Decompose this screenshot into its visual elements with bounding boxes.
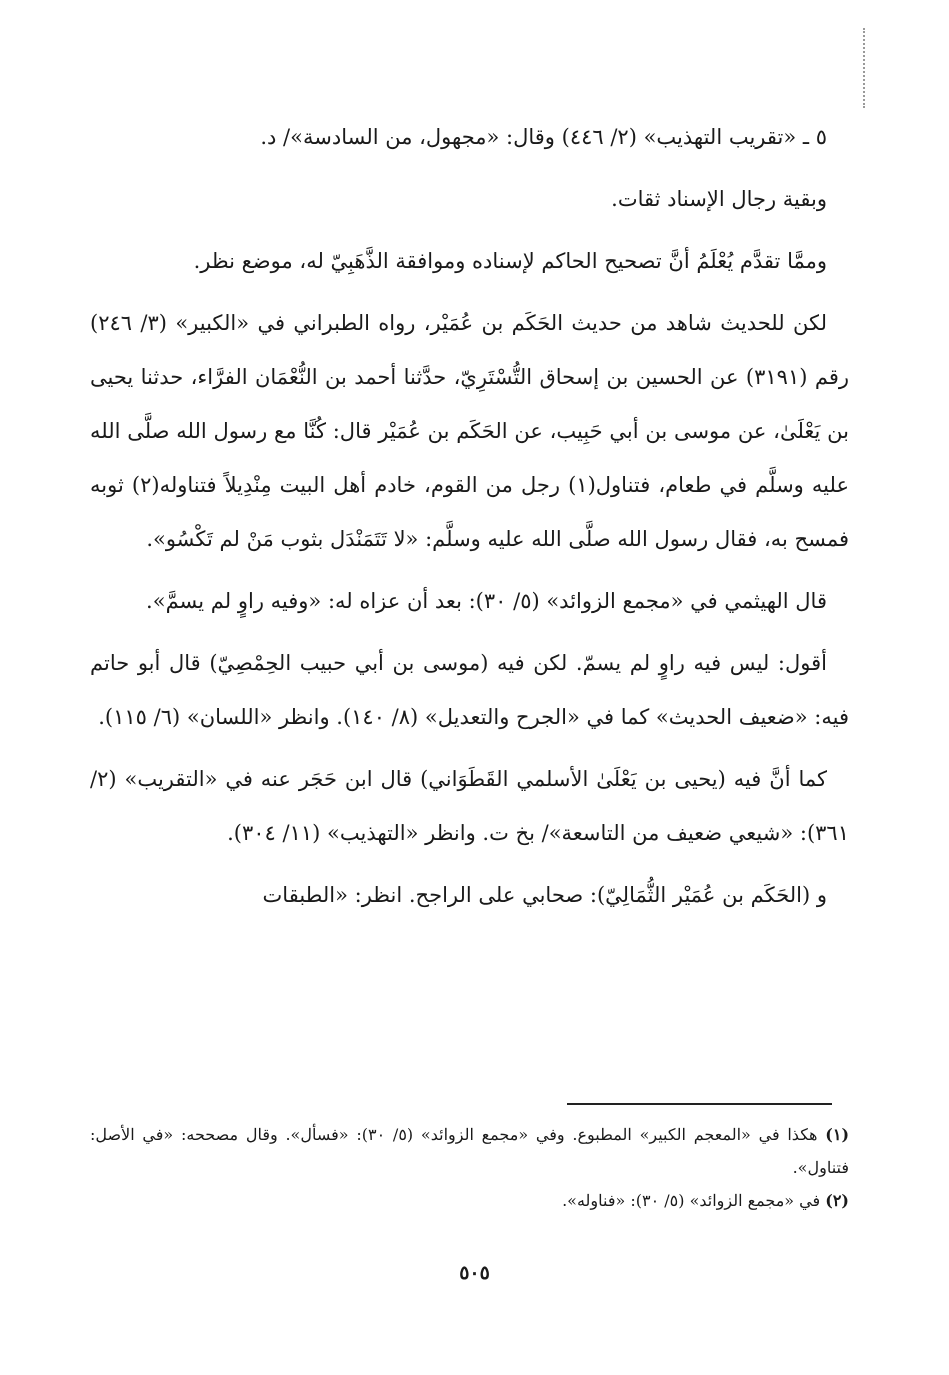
- footnote-marker: (١): [825, 1125, 850, 1144]
- footnotes: [90, 1118, 849, 1217]
- footnote-2: [90, 1184, 849, 1217]
- footnote-1: [90, 1118, 849, 1184]
- paragraph-6: أقول: ليس فيه راوٍ لم يسمّ. لكن فيه (موسى بن أبي حبيب الحِمْصِيّ) قال أبو حاتم فيه: «ضعيف الحديث» كما في «الجرح والتعديل» (٨/ ١٤٠). وانظر «اللسان» (٦/ ١١٥).: [90, 651, 849, 729]
- page-number: ٥٠٥: [459, 1262, 490, 1284]
- main-text: [90, 110, 849, 930]
- paragraph-5: قال الهيثمي في «مجمع الزوائد» (٥/ ٣٠): بعد أن عزاه له: «وفيه راوٍ لم يسمَّ».: [146, 589, 827, 613]
- paragraph-3: وممَّا تقدَّم يُعْلَمُ أنَّ تصحيح الحاكم لإسناده وموافقة الذَّهَبِيّ له، موضع نظر.: [193, 249, 827, 273]
- scan-edge-marks: [859, 28, 865, 108]
- paragraph-2: وبقية رجال الإسناد ثقات.: [611, 187, 827, 211]
- paragraph-4: لكن للحديث شاهد من حديث الحَكَم بن عُمَيْر، رواه الطبراني في «الكبير» (٣/ ٢٤٦) رقم (٣١٩١) عن الحسين بن إسحاق التُّسْتَرِيّ، حدَّثنا أحمد بن النُّعْمَان الفرَّاء، حدثنا يحيى بن يَعْلَىٰ، عن موسى بن أبي حَبِيب، عن الحَكَم بن عُمَيْر قال: كُنَّا مع رسول الله صلَّى الله عليه وسلَّم في طعام، فتناول(١) رجل من القوم، خادم أهل البيت مِنْدِيلاً فتناوله(٢) ثوبه فمسح به، فقال رسول الله صلَّى الله عليه وسلَّم: «لا تَتَمَنْدَل بثوب مَنْ لم تَكْسُو».: [90, 311, 849, 551]
- footnote-marker: (٢): [825, 1191, 849, 1210]
- footnote-text: هكذا في «المعجم الكبير» المطبوع. وفي «مجمع الزوائد» (٥/ ٣٠): «فسأل». وقال مصححه: «في الأصل: فتناول».: [90, 1125, 849, 1177]
- paragraph-7: كما أنَّ فيه (يحيى بن يَعْلَىٰ الأسلمي القَطَوَاني) قال ابن حَجَر عنه في «التقريب» (٢/ ٣٦١): «شيعي ضعيف من التاسعة»/ بخ ت. وانظر «التهذيب» (١١/ ٣٠٤).: [90, 767, 849, 845]
- paragraph-1: ٥ ـ «تقريب التهذيب» (٢/ ٤٤٦) وقال: «مجهول، من السادسة»/ د.: [260, 125, 827, 149]
- paragraph-8: و (الحَكَم بن عُمَيْر الثُّمَالِيّ): صحابي على الراجح. انظر: «الطبقات: [262, 883, 827, 907]
- footnote-text: في «مجمع الزوائد» (٥/ ٣٠): «فناوله».: [562, 1191, 821, 1210]
- footnote-divider: [567, 1103, 832, 1105]
